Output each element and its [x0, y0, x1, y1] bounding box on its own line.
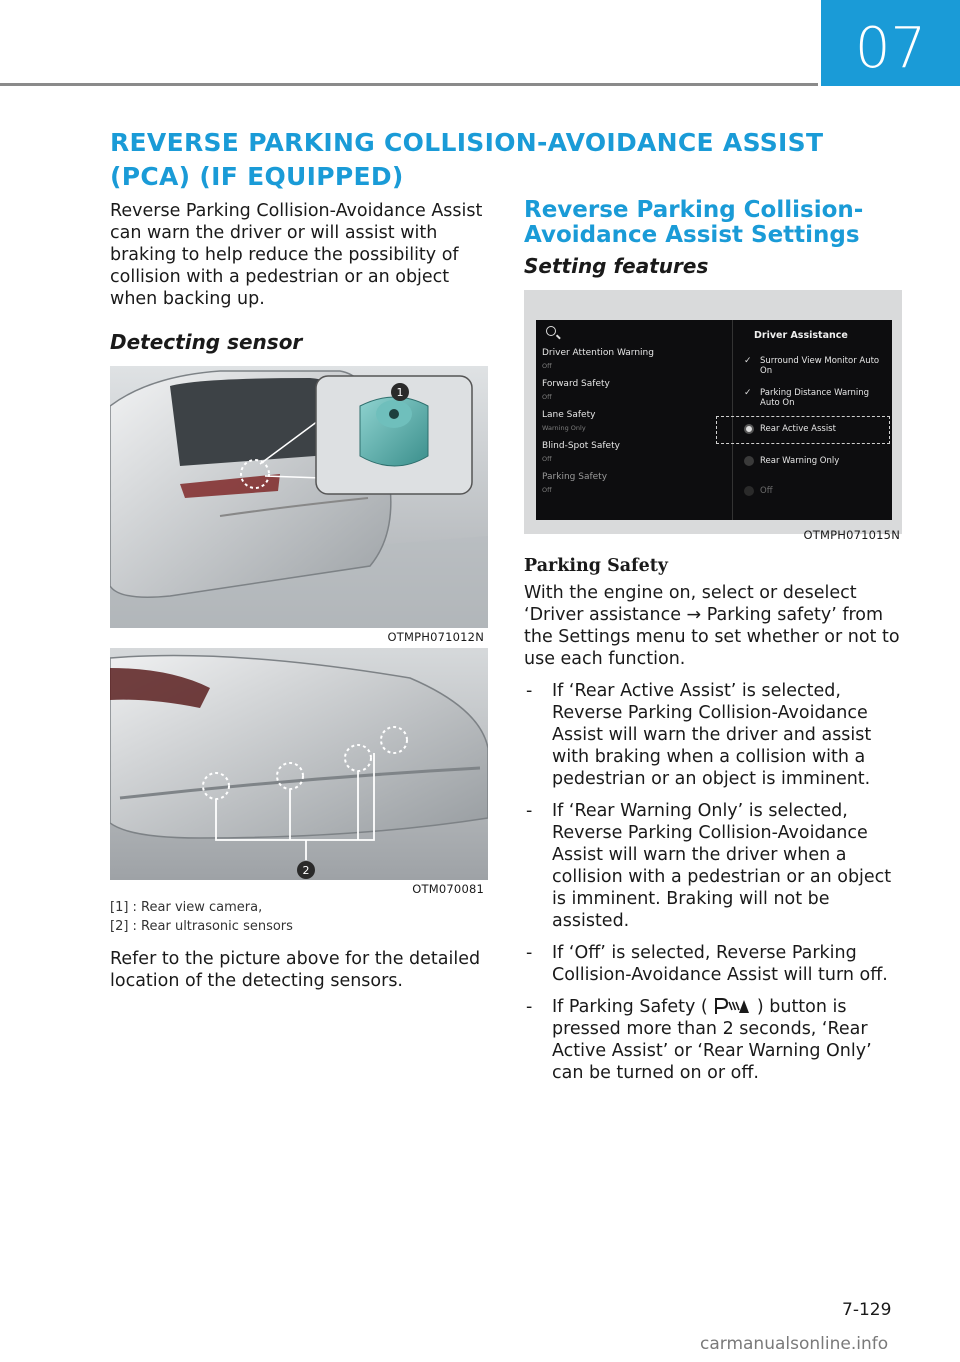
right-column [524, 198, 904, 1084]
settings-heading: Reverse Parking Collision-Avoidance Assist Settings [524, 197, 864, 248]
sensor-callout: 2 [302, 864, 310, 877]
left-column [110, 200, 488, 992]
settings-screen-figure [524, 290, 902, 534]
section-title: REVERSE PARKING COLLISION-AVOIDANCE ASSIST (PCA) (IF EQUIPPED) [110, 128, 824, 191]
rear-sensors-figure [110, 648, 488, 880]
option-off[interactable]: Off [744, 486, 773, 496]
figure-code-1: OTMPH071012N [387, 630, 484, 644]
figure-code-2: OTM070081 [412, 882, 484, 896]
figure-code-3: OTMPH071015N [803, 528, 900, 542]
bullet-rear-active-assist: - If ‘Rear Active Assist’ is selected, Reverse Parking Collision-Avoidance Assist will warn the driver and assist with braking when a collision with a pedestrian or an object is imminent. [526, 681, 872, 789]
menu-item-forward-safety[interactable]: Forward Safety [542, 379, 610, 389]
radio-selected-icon [744, 424, 754, 434]
menu-sub-blind-spot: Off [542, 455, 552, 463]
camera-callout: 1 [396, 386, 404, 399]
page-number: 7-129 [842, 1300, 892, 1320]
header-rule [0, 83, 818, 86]
option-rear-active-assist[interactable]: Rear Active Assist [744, 424, 836, 434]
menu-sub-forward-safety: Off [542, 393, 552, 401]
legend-item-1: [1] : Rear view camera, [110, 900, 263, 915]
bullet-rear-warning-only: - If ‘Rear Warning Only’ is selected, Reverse Parking Collision-Avoidance Assist will warn the driver when a collision with a pedestrian or an object is imminent. Braking will not be assisted. [526, 801, 892, 931]
option-rear-warning-only[interactable]: Rear Warning Only [744, 456, 839, 466]
intro-paragraph: Reverse Parking Collision-Avoidance Assist can warn the driver or will assist with braking to help reduce the possibility of collision with a pedestrian or an object when backing up. [110, 201, 483, 309]
bullet-off: - If ‘Off’ is selected, Reverse Parking Collision-Avoidance Assist will turn off. [526, 943, 888, 985]
option-surround-view[interactable]: ✓ Surround View Monitor Auto On [744, 356, 880, 376]
radio-icon [744, 456, 754, 466]
option-parking-distance[interactable]: ✓ Parking Distance Warning Auto On [744, 388, 870, 408]
sensor-location-note: Refer to the picture above for the detailed location of the detecting sensors. [110, 949, 481, 991]
detecting-sensor-heading: Detecting sensor [110, 330, 303, 354]
rear-camera-figure [110, 366, 488, 628]
menu-item-driver-attention[interactable]: Driver Attention Warning [542, 348, 654, 358]
menu-item-lane-safety[interactable]: Lane Safety [542, 410, 596, 420]
parking-safety-heading: Parking Safety [524, 556, 668, 576]
rear-camera-illustration [110, 366, 488, 628]
watermark: carmanualsonline.info [700, 1334, 889, 1354]
setting-features-heading: Setting features [524, 254, 709, 278]
menu-item-blind-spot[interactable]: Blind-Spot Safety [542, 441, 620, 451]
checkmark-icon: ✓ [744, 388, 752, 398]
menu-sub-driver-attention: Off [542, 362, 552, 370]
checkmark-icon: ✓ [744, 356, 752, 366]
screen-title: Driver Assistance [754, 330, 848, 341]
search-icon [546, 326, 556, 336]
menu-item-parking-safety[interactable]: Parking Safety [542, 472, 608, 482]
menu-sub-parking-safety: Off [542, 486, 552, 494]
rear-sensors-illustration [110, 648, 488, 880]
legend-item-2: [2] : Rear ultrasonic sensors [110, 919, 293, 934]
chapter-tab: 07 [821, 0, 960, 86]
infotainment-screen [536, 320, 892, 520]
parking-safety-icon [713, 997, 751, 1015]
bullet-parking-safety-button: - If Parking Safety ( ) button is pressed more than 2 seconds, ‘Rear Active Assist’ or ‘Rear Warning Only’ can be turned on or off. [526, 997, 872, 1083]
radio-icon [744, 486, 754, 496]
menu-sub-lane-safety: Warning Only [542, 424, 586, 432]
parking-safety-paragraph: With the engine on, select or deselect ‘Driver assistance → Parking safety’ from the Settings menu to set whether or not to use each function. [524, 583, 900, 669]
